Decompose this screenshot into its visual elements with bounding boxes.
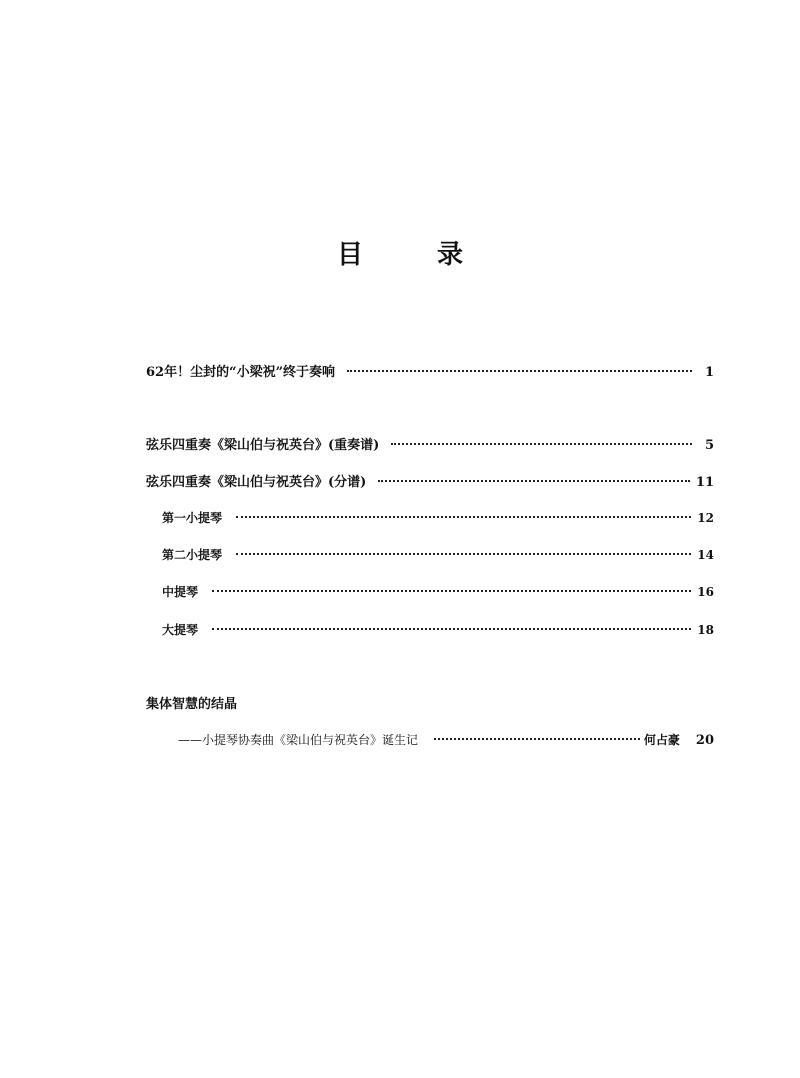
page-title: 目 录 (336, 240, 487, 270)
toc-entry-label: 第二小提琴 (162, 548, 223, 562)
toc-subentry[interactable] (162, 583, 714, 600)
dot-leader (236, 553, 691, 555)
toc-entry-label: 大提琴 (162, 623, 199, 637)
dot-leader (212, 628, 691, 630)
toc-page-number: 11 (695, 475, 714, 490)
toc-subentry[interactable] (162, 509, 714, 526)
dot-leader (378, 480, 690, 482)
toc-entry-label: 弦乐四重奏《梁山伯与祝英台》(重奏谱) (146, 438, 380, 453)
toc-entry-label: 第一小提琴 (162, 511, 223, 525)
toc-page-number: 20 (695, 733, 714, 748)
dot-leader (212, 590, 691, 592)
toc-page-number: 12 (697, 511, 714, 525)
author-name: 何占豪 (643, 733, 680, 747)
toc-subentry[interactable] (162, 621, 714, 638)
section-heading: 集体智慧的结晶 (146, 697, 238, 712)
toc-entry-label: 62年！尘封的“小梁祝”终于奏响 (146, 365, 336, 380)
toc-entry[interactable] (146, 434, 714, 453)
toc-entry-label: 弦乐四重奏《梁山伯与祝英台》(分谱) (146, 475, 367, 490)
toc-entry[interactable] (146, 361, 714, 380)
toc-entry-label: ——小提琴协奏曲《梁山伯与祝英台》诞生记 (178, 733, 419, 747)
toc-entry-subtitle[interactable] (178, 731, 714, 748)
dot-leader (347, 370, 692, 372)
toc-page-number: 16 (697, 585, 714, 599)
dot-leader (236, 516, 691, 518)
toc-page-number: 14 (697, 548, 714, 562)
dot-leader (391, 443, 692, 445)
toc-page-number: 5 (704, 438, 714, 453)
toc-subentry[interactable] (162, 546, 714, 563)
toc-page-number: 1 (704, 365, 714, 380)
toc-page-number: 18 (697, 623, 714, 637)
toc-entry-label: 中提琴 (162, 585, 199, 599)
toc-entry[interactable] (146, 471, 714, 490)
dot-leader (434, 738, 640, 740)
